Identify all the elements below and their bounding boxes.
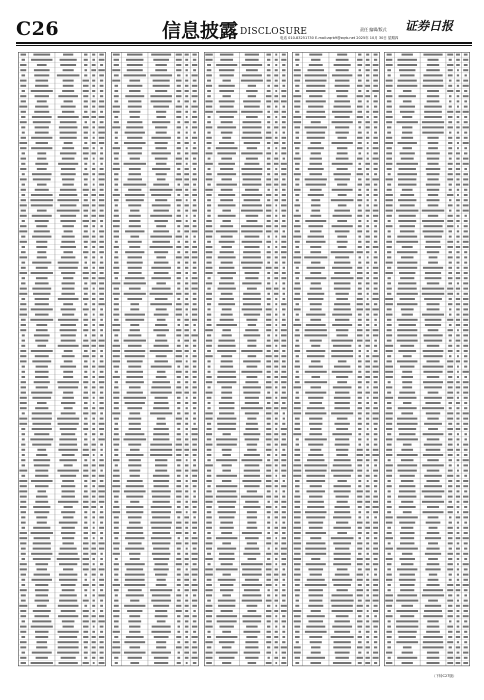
- table-column-1: [18, 52, 106, 670]
- dense-table-2: [111, 52, 199, 670]
- edition-info: 责任 编辑/版式: [360, 27, 387, 32]
- table-column-2: [111, 52, 199, 670]
- header-rule: [16, 42, 472, 44]
- dense-table-5: [384, 52, 470, 670]
- page-number: C26: [16, 18, 60, 40]
- section-title: 信息披露: [162, 20, 239, 42]
- table-column-4: [292, 52, 380, 670]
- table-column-3: [204, 52, 288, 670]
- dense-table-1: [18, 52, 106, 670]
- table-column-5: [384, 52, 470, 670]
- masthead-logo: 证券日报: [405, 19, 454, 33]
- section-title-en: DISCLOSURE: [240, 27, 308, 37]
- dense-table-3: [204, 52, 288, 670]
- continued-note: （下转C27版）: [432, 674, 457, 678]
- dense-table-4: [292, 52, 380, 670]
- contact-line: 电话 010-83251730 E-mail:zqrb9@zqrb.net 2025年 10月 30日 星期四: [280, 36, 399, 40]
- header-rule-thin: [16, 45, 472, 46]
